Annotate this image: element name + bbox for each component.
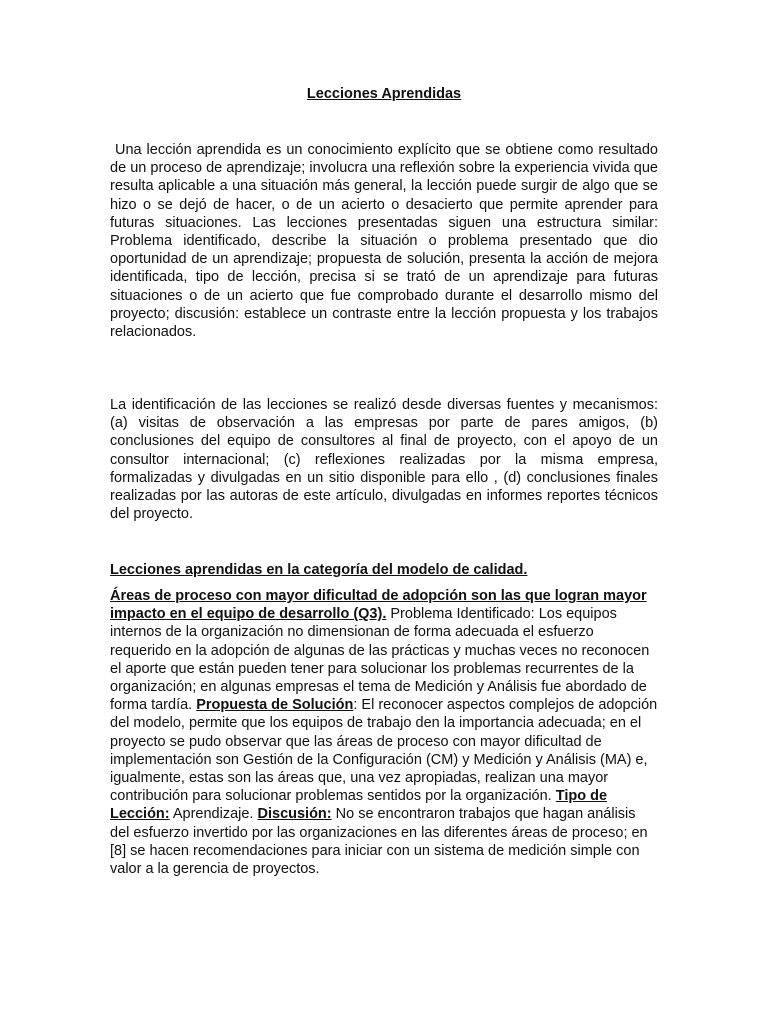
lesson-problem-text: Problema Identificado: Los equipos internos de la organización no dimensionan de forma adecuada el esfuerzo requerido en la adopción de algunas de las prácticas y muchas veces no reconocen el aporte que están pueden tener para solucionar los problemas recurrentes de la organización; en algunas empresas el tema de Medición y Análisis fue abordado de forma tardía. (110, 606, 650, 714)
discussion-label: Discusión: (257, 806, 332, 823)
lesson-heading: Áreas de proceso con mayor dificultad de adopción son las que logran mayor impacto en el equipo de desarrollo (Q3). (110, 588, 647, 623)
document-title: Lecciones Aprendidas (306, 86, 462, 102)
section-heading: Lecciones aprendidas en la categoría del modelo de calidad. (110, 562, 528, 578)
solution-text: : El reconocer aspectos complejos de adopción del modelo, permite que los equipos de trabajo den la importancia adecuada; en el proyecto se pudo observar que las áreas de proceso con mayor dificultad de implementación son Gestión de la Configuración (CM) y Medición y Análisis (MA) e, igualmente, estas son las áreas que, una vez apropiadas, realizan una mayor contribución para solucionar problemas sentidos por la organización. (110, 697, 658, 805)
lesson-type-label: Tipo de Lección: (110, 788, 608, 823)
lesson-type-text: Aprendizaje. (169, 806, 258, 823)
solution-label: Propuesta de Solución (196, 697, 354, 714)
lesson-paragraph (110, 587, 658, 878)
intro-paragraph: Una lección aprendida es un conocimiento explícito que se obtiene como resultado de un proceso de aprendizaje; involucra una reflexión sobre la experiencia vivida que resulta aplicable a una situación más general, la lección puede surgir de algo que se hizo o se dejó de hacer, o de un acierto o desacierto que permite aprender para futuras situaciones. Las lecciones presentadas siguen una estructura similar: Problema identificado, describe la situación o problema presentado que dio oportunidad de un aprendizaje; propuesta de solución, presenta la acción de mejora identificada, tipo de lección, precisa si se trató de un aprendizaje para futuras situaciones o de un acierto que fue comprobado durante el desarrollo mismo del proyecto; discusión: establece un contraste entre la lección propuesta y los trabajos relacionados. (110, 142, 663, 341)
discussion-text: No se encontraron trabajos que hagan análisis del esfuerzo invertido por las organizaciones en las diferentes áreas de proceso; en [8] se hacen recomendaciones para iniciar con un sistema de medición simple con valor a la gerencia de proyectos. (110, 806, 648, 878)
identification-paragraph: La identificación de las lecciones se realizó desde diversas fuentes y mecanismos: (a) visitas de observación a las empresas por parte de pares amigos, (b) conclusiones del equipo de consultores al final de proyecto, con el apoyo de un consultor internacional; (c) reflexiones realizadas por la misma empresa, formalizadas y divulgadas en un sitio disponible para ello , (d) conclusiones finales realizadas por las autoras de este artículo, divulgadas en informes reportes técnicos del proyecto. (110, 397, 658, 523)
